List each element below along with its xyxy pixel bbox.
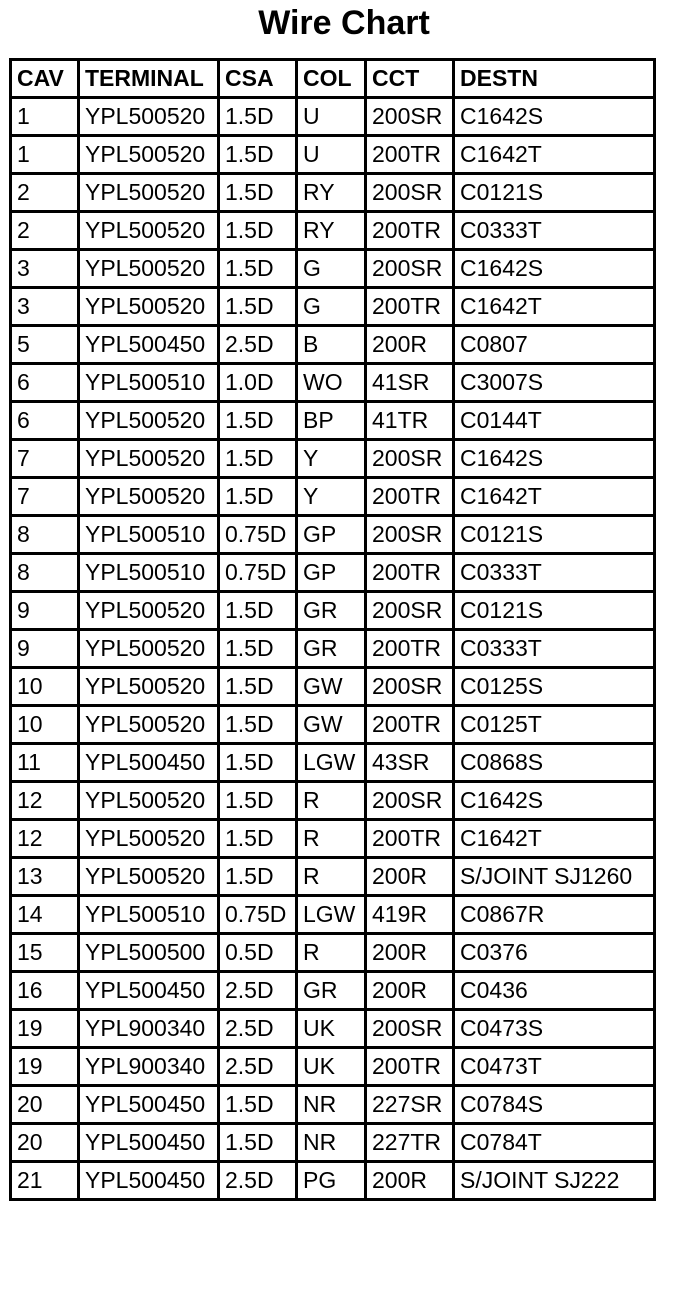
cell-cav: 21 (11, 1162, 79, 1200)
cell-col: GW (297, 706, 366, 744)
cell-cav: 2 (11, 174, 79, 212)
cell-cav: 3 (11, 250, 79, 288)
cell-col: NR (297, 1124, 366, 1162)
cell-destn: C0784T (454, 1124, 655, 1162)
cell-cct: 200TR (366, 1048, 454, 1086)
cell-destn: C0125T (454, 706, 655, 744)
cell-csa: 1.0D (219, 364, 297, 402)
cell-cct: 200R (366, 326, 454, 364)
cell-csa: 1.5D (219, 402, 297, 440)
cell-destn: C0121S (454, 592, 655, 630)
cell-col: R (297, 782, 366, 820)
cell-cav: 7 (11, 440, 79, 478)
cell-cav: 5 (11, 326, 79, 364)
cell-destn: C0868S (454, 744, 655, 782)
table-row (11, 706, 655, 744)
header-csa: CSA (219, 60, 297, 98)
cell-cct: 200TR (366, 478, 454, 516)
cell-cav: 9 (11, 630, 79, 668)
cell-terminal: YPL500520 (79, 174, 219, 212)
cell-terminal: YPL500520 (79, 706, 219, 744)
table-row (11, 440, 655, 478)
table-row (11, 1048, 655, 1086)
cell-cav: 10 (11, 706, 79, 744)
cell-col: U (297, 136, 366, 174)
cell-col: GR (297, 592, 366, 630)
cell-csa: 1.5D (219, 858, 297, 896)
cell-col: UK (297, 1048, 366, 1086)
cell-col: Y (297, 440, 366, 478)
table-row (11, 402, 655, 440)
cell-col: Y (297, 478, 366, 516)
cell-cct: 200SR (366, 592, 454, 630)
cell-terminal: YPL500520 (79, 858, 219, 896)
cell-csa: 0.5D (219, 934, 297, 972)
cell-col: LGW (297, 744, 366, 782)
cell-cav: 20 (11, 1124, 79, 1162)
cell-destn: C0333T (454, 630, 655, 668)
cell-csa: 1.5D (219, 288, 297, 326)
header-col: COL (297, 60, 366, 98)
cell-csa: 0.75D (219, 516, 297, 554)
cell-terminal: YPL500450 (79, 1124, 219, 1162)
header-cav: CAV (11, 60, 79, 98)
cell-col: UK (297, 1010, 366, 1048)
table-row (11, 364, 655, 402)
cell-csa: 1.5D (219, 1124, 297, 1162)
cell-cct: 200R (366, 972, 454, 1010)
cell-destn: C0121S (454, 174, 655, 212)
cell-col: B (297, 326, 366, 364)
cell-destn: C0333T (454, 554, 655, 592)
cell-col: G (297, 288, 366, 326)
cell-csa: 2.5D (219, 1162, 297, 1200)
cell-csa: 1.5D (219, 1086, 297, 1124)
table-row (11, 174, 655, 212)
cell-csa: 0.75D (219, 554, 297, 592)
cell-terminal: YPL500520 (79, 212, 219, 250)
cell-col: GP (297, 554, 366, 592)
cell-destn: C1642T (454, 288, 655, 326)
cell-cct: 200TR (366, 820, 454, 858)
table-row (11, 1124, 655, 1162)
cell-csa: 1.5D (219, 782, 297, 820)
table-row (11, 744, 655, 782)
page-title: Wire Chart (258, 4, 430, 42)
cell-cav: 3 (11, 288, 79, 326)
cell-terminal: YPL500510 (79, 896, 219, 934)
cell-cct: 43SR (366, 744, 454, 782)
cell-destn: C1642T (454, 478, 655, 516)
cell-cav: 6 (11, 402, 79, 440)
cell-cct: 200R (366, 934, 454, 972)
table-row (11, 516, 655, 554)
cell-col: R (297, 934, 366, 972)
cell-col: R (297, 858, 366, 896)
table-row (11, 250, 655, 288)
cell-destn: S/JOINT SJ1260 (454, 858, 655, 896)
table-row (11, 1162, 655, 1200)
wire-chart-table (9, 58, 656, 1201)
cell-col: RY (297, 174, 366, 212)
table-row (11, 934, 655, 972)
cell-destn: C0473T (454, 1048, 655, 1086)
cell-col: GR (297, 630, 366, 668)
cell-csa: 1.5D (219, 174, 297, 212)
cell-cct: 200R (366, 1162, 454, 1200)
table-row (11, 1086, 655, 1124)
cell-col: PG (297, 1162, 366, 1200)
cell-cav: 6 (11, 364, 79, 402)
cell-destn: C1642T (454, 820, 655, 858)
cell-terminal: YPL500510 (79, 516, 219, 554)
cell-cct: 200SR (366, 440, 454, 478)
table-row (11, 820, 655, 858)
table-row (11, 630, 655, 668)
cell-cct: 200SR (366, 98, 454, 136)
cell-cct: 200SR (366, 174, 454, 212)
cell-csa: 1.5D (219, 136, 297, 174)
cell-cct: 200SR (366, 782, 454, 820)
cell-cct: 200SR (366, 668, 454, 706)
table-row (11, 212, 655, 250)
table-row (11, 858, 655, 896)
cell-terminal: YPL500450 (79, 744, 219, 782)
cell-destn: C1642S (454, 782, 655, 820)
cell-terminal: YPL500520 (79, 630, 219, 668)
table-body (11, 98, 655, 1200)
cell-destn: C0473S (454, 1010, 655, 1048)
cell-cct: 200SR (366, 250, 454, 288)
table-row (11, 896, 655, 934)
cell-cav: 1 (11, 136, 79, 174)
cell-cav: 2 (11, 212, 79, 250)
cell-destn: C0125S (454, 668, 655, 706)
cell-destn: C0807 (454, 326, 655, 364)
cell-cav: 19 (11, 1048, 79, 1086)
cell-csa: 2.5D (219, 1010, 297, 1048)
cell-cct: 200R (366, 858, 454, 896)
cell-cct: 200TR (366, 212, 454, 250)
cell-cct: 200SR (366, 1010, 454, 1048)
table-row (11, 668, 655, 706)
cell-csa: 2.5D (219, 972, 297, 1010)
cell-terminal: YPL500520 (79, 782, 219, 820)
cell-cct: 200TR (366, 288, 454, 326)
cell-terminal: YPL500520 (79, 592, 219, 630)
cell-terminal: YPL500520 (79, 250, 219, 288)
cell-col: GP (297, 516, 366, 554)
cell-terminal: YPL500450 (79, 972, 219, 1010)
cell-cav: 13 (11, 858, 79, 896)
cell-cct: 227TR (366, 1124, 454, 1162)
cell-csa: 1.5D (219, 440, 297, 478)
cell-csa: 1.5D (219, 592, 297, 630)
table-row (11, 554, 655, 592)
cell-cav: 9 (11, 592, 79, 630)
cell-destn: C0784S (454, 1086, 655, 1124)
header-terminal: TERMINAL (79, 60, 219, 98)
cell-terminal: YPL500520 (79, 98, 219, 136)
cell-csa: 1.5D (219, 630, 297, 668)
cell-cav: 19 (11, 1010, 79, 1048)
table-row (11, 136, 655, 174)
cell-cct: 200TR (366, 630, 454, 668)
cell-cav: 16 (11, 972, 79, 1010)
cell-cav: 8 (11, 516, 79, 554)
cell-terminal: YPL500520 (79, 136, 219, 174)
cell-cct: 200TR (366, 706, 454, 744)
cell-destn: C1642S (454, 250, 655, 288)
cell-col: U (297, 98, 366, 136)
cell-csa: 2.5D (219, 1048, 297, 1086)
header-destn: DESTN (454, 60, 655, 98)
cell-destn: C0333T (454, 212, 655, 250)
cell-cav: 7 (11, 478, 79, 516)
cell-terminal: YPL500510 (79, 364, 219, 402)
cell-csa: 1.5D (219, 744, 297, 782)
table-row (11, 592, 655, 630)
cell-cav: 10 (11, 668, 79, 706)
cell-cav: 1 (11, 98, 79, 136)
table-row (11, 972, 655, 1010)
cell-terminal: YPL500450 (79, 1162, 219, 1200)
cell-col: NR (297, 1086, 366, 1124)
cell-destn: C0436 (454, 972, 655, 1010)
cell-csa: 2.5D (219, 326, 297, 364)
cell-csa: 1.5D (219, 820, 297, 858)
cell-terminal: YPL500510 (79, 554, 219, 592)
cell-csa: 1.5D (219, 706, 297, 744)
cell-destn: C0376 (454, 934, 655, 972)
cell-cav: 8 (11, 554, 79, 592)
cell-terminal: YPL500450 (79, 1086, 219, 1124)
cell-col: BP (297, 402, 366, 440)
cell-cct: 200TR (366, 554, 454, 592)
cell-col: GR (297, 972, 366, 1010)
cell-cct: 227SR (366, 1086, 454, 1124)
cell-col: LGW (297, 896, 366, 934)
cell-cct: 41SR (366, 364, 454, 402)
cell-destn: S/JOINT SJ222 (454, 1162, 655, 1200)
cell-col: GW (297, 668, 366, 706)
cell-cav: 12 (11, 782, 79, 820)
cell-terminal: YPL500500 (79, 934, 219, 972)
cell-terminal: YPL500450 (79, 326, 219, 364)
cell-cct: 200SR (366, 516, 454, 554)
table-row (11, 1010, 655, 1048)
cell-destn: C1642S (454, 98, 655, 136)
table-row (11, 782, 655, 820)
cell-destn: C3007S (454, 364, 655, 402)
cell-csa: 1.5D (219, 668, 297, 706)
cell-destn: C0121S (454, 516, 655, 554)
cell-terminal: YPL900340 (79, 1010, 219, 1048)
cell-terminal: YPL500520 (79, 440, 219, 478)
cell-csa: 1.5D (219, 250, 297, 288)
cell-cct: 419R (366, 896, 454, 934)
cell-destn: C1642S (454, 440, 655, 478)
cell-terminal: YPL500520 (79, 402, 219, 440)
cell-cav: 15 (11, 934, 79, 972)
table-row (11, 288, 655, 326)
cell-csa: 1.5D (219, 98, 297, 136)
cell-csa: 1.5D (219, 212, 297, 250)
cell-terminal: YPL500520 (79, 668, 219, 706)
header-cct: CCT (366, 60, 454, 98)
cell-destn: C0867R (454, 896, 655, 934)
cell-cav: 11 (11, 744, 79, 782)
cell-cav: 12 (11, 820, 79, 858)
cell-cct: 200TR (366, 136, 454, 174)
table-row (11, 98, 655, 136)
cell-col: RY (297, 212, 366, 250)
cell-col: G (297, 250, 366, 288)
cell-terminal: YPL500520 (79, 478, 219, 516)
table-row (11, 478, 655, 516)
cell-col: WO (297, 364, 366, 402)
cell-cav: 14 (11, 896, 79, 934)
cell-csa: 1.5D (219, 478, 297, 516)
table-row (11, 326, 655, 364)
cell-terminal: YPL500520 (79, 820, 219, 858)
cell-cct: 41TR (366, 402, 454, 440)
cell-csa: 0.75D (219, 896, 297, 934)
cell-col: R (297, 820, 366, 858)
cell-cav: 20 (11, 1086, 79, 1124)
cell-destn: C1642T (454, 136, 655, 174)
cell-terminal: YPL500520 (79, 288, 219, 326)
cell-destn: C0144T (454, 402, 655, 440)
table-header-row (11, 60, 655, 98)
cell-terminal: YPL900340 (79, 1048, 219, 1086)
